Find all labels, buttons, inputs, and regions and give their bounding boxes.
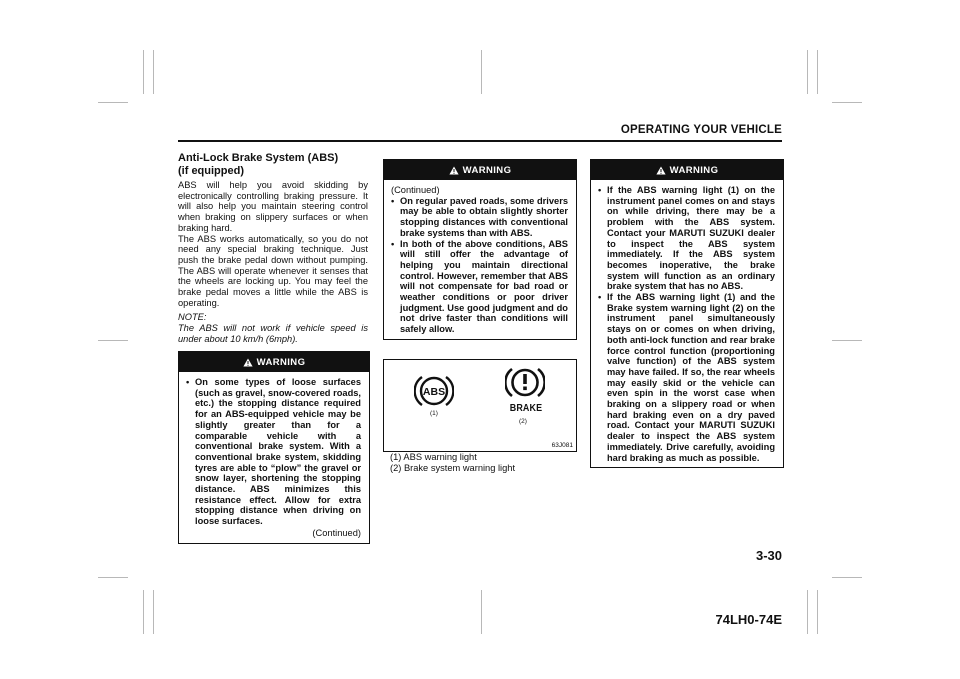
continued-label: (Continued) [312, 527, 361, 538]
figure-caption [390, 452, 515, 473]
abs-section [178, 152, 368, 345]
section-heading [178, 152, 368, 177]
warning-box-paved-roads [383, 159, 577, 340]
continued-label: (Continued) [391, 185, 440, 195]
section-heading-line1: Anti-Lock Brake System (ABS) [178, 152, 339, 164]
warning-header [591, 160, 783, 180]
brake-icon-text: BRAKE [509, 402, 543, 414]
warning-header [179, 352, 369, 372]
abs-icon-text: ABS [422, 386, 446, 398]
brake-warning-light-icon [505, 366, 545, 400]
warning-triangle-icon [243, 358, 253, 367]
warning-box-abs-light [590, 159, 784, 468]
warning-triangle-icon [656, 166, 666, 175]
warning-bullet: • If the ABS warning light (1) on the instrument panel comes on and stays on while driving, there may be a problem with the ABS system. Contact your MARUTI SUZUKI dealer to inspect the ABS system immediately. If the ABS system becomes inoperative, the brake system will function as an ordinary brake system that has no ABS. [598, 185, 775, 292]
abs-operation-paragraph: The ABS works automatically, so you do not need any special braking technique. Just push the brake pedal down without pumping. The ABS will operate whenever it senses that the wheels are locking up. You may feel the brake pedal moves a little while the ABS is operating. [178, 233, 368, 308]
warning-label: WARNING [462, 164, 512, 176]
section-heading-line2: (if equipped) [178, 164, 244, 177]
figure-label-1: (1) [430, 410, 438, 417]
section-title: OPERATING YOUR VEHICLE [620, 124, 782, 136]
abs-intro-paragraph: ABS will help you avoid skidding by electronically controlling braking pressure. It will also help you maintain steering control when braking on slippery surfaces or when braking hard. [178, 180, 368, 233]
page-number: 3-30 [755, 548, 782, 563]
figure-code: 63J081 [551, 442, 573, 449]
warning-box-loose-surfaces [178, 351, 370, 544]
warning-label: WARNING [669, 164, 719, 176]
abs-warning-light-icon [414, 374, 454, 408]
document-code: 74LH0-74E [715, 612, 782, 627]
warning-header [384, 160, 576, 180]
note-text: The ABS will not work if vehicle speed is under about 10 km/h (6mph). [178, 323, 368, 344]
warning-bullet: • If the ABS warning light (1) and the Brake system warning light (2) on the instrument panel simultaneously stays on or comes on when driving, both anti-lock function and rear brake force control function (proportioning valve function) of the ABS system may have failed. If so, the rear wheels may easily skid or the vehicle can even spin in the worst case when braking on a slippery road or when hard braking even on a dry paved road. Contact your MARUTI SUZUKI dealer to inspect the ABS system immediately. Drive carefully, avoiding hard braking as much as possible. [598, 292, 775, 463]
note-label: NOTE: [178, 312, 207, 323]
warning-bullet: • On regular paved roads, some drivers may be able to obtain slightly shorter stopping distances with conventional brake systems than with ABS. [391, 195, 568, 238]
figure-label-2: (2) [519, 418, 527, 425]
warning-bullet: • In both of the above conditions, ABS will still offer the advantage of helping you maintain directional control. However, remember that ABS will not compensate for bad road or weather conditions or poor driver judgment. Use good judgment and do not drive faster than conditions will safely allow. [391, 238, 568, 335]
warning-triangle-icon [449, 166, 459, 175]
warning-label: WARNING [256, 356, 306, 368]
caption-line-1: (1) ABS warning light [390, 452, 477, 462]
header-rule [178, 140, 782, 142]
caption-line-2: (2) Brake system warning light [390, 462, 516, 473]
warning-lights-figure [383, 359, 577, 452]
warning-bullet: • On some types of loose surfaces (such as gravel, snow-covered roads, etc.) the stopping distance required for an ABS-equipped vehicle may be slightly greater than for a comparable vehicle with a conventional brake system. With a conventional brake system, skidding tyres are able to “plow” the gravel or snow layer, shortening the stopping distance. ABS minimizes this resistance effect. Allow for extra stopping distance when driving on loose surfaces. [186, 377, 361, 527]
